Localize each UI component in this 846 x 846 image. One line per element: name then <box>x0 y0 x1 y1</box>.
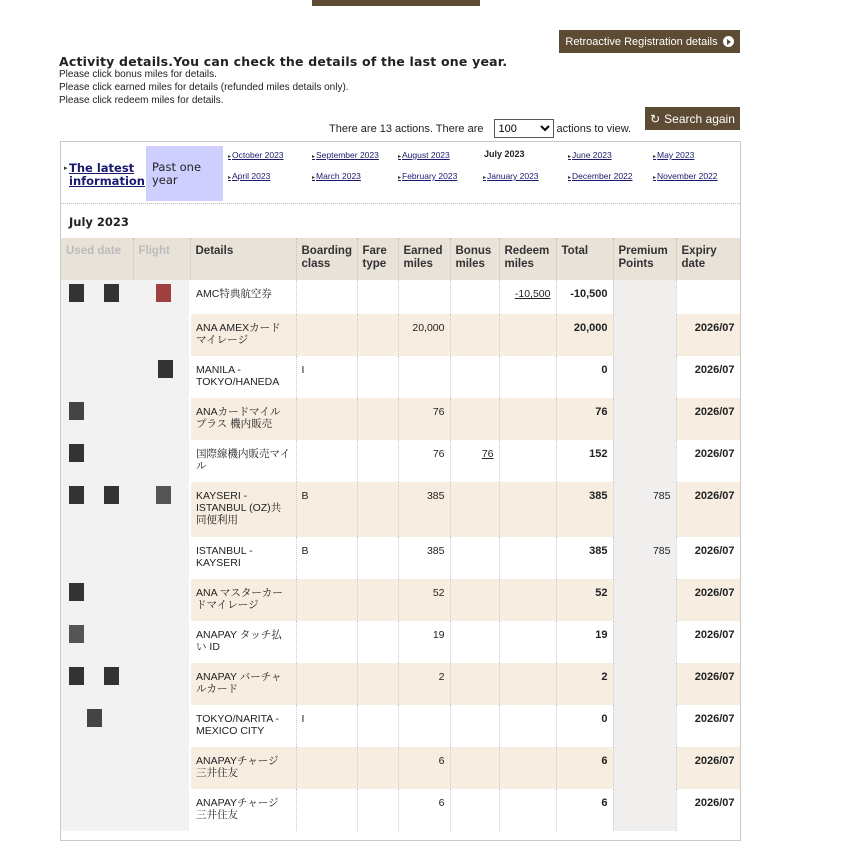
cell-total: 152 <box>556 440 613 482</box>
month-link-jan-2023[interactable]: ▸ January 2023 <box>483 171 539 181</box>
count-suffix: actions to view. <box>556 122 632 135</box>
cell-details: KAYSERI - ISTANBUL (OZ)共同便利用 <box>190 482 296 537</box>
cell-details: ANA AMEXカードマイレージ <box>190 314 296 356</box>
cell-redeem-miles <box>499 314 556 356</box>
cell-boarding-class <box>296 789 357 831</box>
cell-total: 52 <box>556 579 613 621</box>
header-boarding-class: Boarding class <box>296 238 357 280</box>
cell-bonus-miles <box>450 705 499 747</box>
earned-miles-value[interactable]: 20,000 <box>412 322 445 334</box>
cell-premium-points <box>613 440 676 482</box>
redacted-date-flight <box>61 789 190 831</box>
earned-miles-value[interactable]: 19 <box>432 629 445 641</box>
redaction-block <box>104 284 119 302</box>
cell-boarding-class <box>296 579 357 621</box>
redaction-block <box>69 583 84 601</box>
cell-redeem-miles <box>499 356 556 398</box>
cell-premium-points <box>613 398 676 440</box>
cell-premium-points <box>613 705 676 747</box>
view-count-select[interactable] <box>494 119 554 138</box>
redacted-date-flight <box>61 621 190 663</box>
cell-redeem-miles <box>499 537 556 579</box>
cell-premium-points <box>613 663 676 705</box>
cell-fare-type <box>357 663 398 705</box>
earned-miles-value[interactable]: 76 <box>432 448 445 460</box>
cell-bonus-miles <box>450 621 499 663</box>
cell-details: ANA マスターカードマイレージ <box>190 579 296 621</box>
table-row <box>61 621 740 663</box>
header-used-date: Used date <box>61 238 133 280</box>
cell-details: TOKYO/NARITA - MEXICO CITY <box>190 705 296 747</box>
redaction-block <box>87 709 102 727</box>
cell-total: 385 <box>556 482 613 537</box>
table-row <box>61 482 740 537</box>
cell-total: 6 <box>556 747 613 789</box>
cell-fare-type <box>357 579 398 621</box>
redacted-date-flight <box>61 705 190 747</box>
arrow-circle-icon <box>723 36 734 47</box>
cell-earned-miles <box>398 482 450 537</box>
cell-redeem-miles <box>499 621 556 663</box>
cell-expiry-date: 2026/07 <box>676 314 740 356</box>
cell-earned-miles <box>398 663 450 705</box>
header-premium-points: Premium Points <box>613 238 676 280</box>
cell-redeem-miles <box>499 280 556 314</box>
cell-premium-points <box>613 621 676 663</box>
table-row <box>61 789 740 831</box>
cell-premium-points <box>613 789 676 831</box>
redaction-block <box>69 402 84 420</box>
table-row <box>61 314 740 356</box>
cell-fare-type <box>357 482 398 537</box>
header-expiry-date: Expiry date <box>676 238 740 280</box>
cell-bonus-miles <box>450 314 499 356</box>
cell-total: 76 <box>556 398 613 440</box>
cell-bonus-miles <box>450 356 499 398</box>
cell-expiry-date: 2026/07 <box>676 537 740 579</box>
cell-boarding-class <box>296 280 357 314</box>
cell-redeem-miles <box>499 482 556 537</box>
cell-total: 0 <box>556 356 613 398</box>
cell-bonus-miles <box>450 440 499 482</box>
redaction-block <box>69 486 84 504</box>
redaction-block <box>156 284 171 302</box>
cell-expiry-date: 2026/07 <box>676 398 740 440</box>
month-navigation <box>61 142 740 204</box>
redaction-block <box>104 667 119 685</box>
redacted-date-flight <box>61 537 190 579</box>
header-earned-miles: Earned miles <box>398 238 450 280</box>
cell-bonus-miles <box>450 537 499 579</box>
cell-premium-points: 785 <box>613 537 676 579</box>
month-link-mar-2023[interactable]: ▸ March 2023 <box>312 171 361 181</box>
cell-details: ANAPAYチャージ 三井住友 <box>190 747 296 789</box>
action-count-bar <box>329 119 631 138</box>
cell-boarding-class: I <box>296 356 357 398</box>
cell-bonus-miles <box>450 747 499 789</box>
top-tab-bar <box>312 0 480 6</box>
cell-bonus-miles <box>450 579 499 621</box>
cell-fare-type <box>357 440 398 482</box>
table-row <box>61 705 740 747</box>
cell-earned-miles <box>398 789 450 831</box>
cell-boarding-class <box>296 440 357 482</box>
cell-expiry-date: 2026/07 <box>676 356 740 398</box>
redaction-block <box>156 486 171 504</box>
redacted-date-flight <box>61 747 190 789</box>
month-link-may-2023[interactable]: ▸ May 2023 <box>653 150 694 160</box>
table-row <box>61 537 740 579</box>
note-redeem: Please click redeem miles for details. <box>59 95 224 106</box>
past-one-year-tab[interactable]: Past one year <box>146 146 223 201</box>
earned-miles-value[interactable]: 2 <box>438 671 445 683</box>
cell-bonus-miles <box>450 789 499 831</box>
redacted-date-flight <box>61 482 190 537</box>
search-again-label: Search again <box>664 111 735 126</box>
redaction-block <box>69 284 84 302</box>
cell-expiry-date <box>676 280 740 314</box>
month-link-feb-2023[interactable]: ▸ February 2023 <box>398 171 457 181</box>
cell-details: AMC特典航空券 <box>190 280 296 314</box>
cell-earned-miles <box>398 280 450 314</box>
search-again-button[interactable] <box>645 107 740 130</box>
redacted-date-flight <box>61 280 190 314</box>
activity-table <box>61 238 741 831</box>
count-prefix: There are 13 actions. There are <box>329 122 484 135</box>
cell-boarding-class: B <box>296 482 357 537</box>
cell-boarding-class <box>296 398 357 440</box>
cell-earned-miles <box>398 398 450 440</box>
redeem-miles-link[interactable]: -10,500 <box>514 288 551 300</box>
cell-fare-type <box>357 621 398 663</box>
earned-miles-value[interactable]: 52 <box>432 587 445 599</box>
cell-expiry-date: 2026/07 <box>676 621 740 663</box>
table-row <box>61 663 740 705</box>
cell-total: 20,000 <box>556 314 613 356</box>
cell-earned-miles <box>398 621 450 663</box>
month-link-aug-2023[interactable]: ▸ August 2023 <box>398 150 450 160</box>
cell-bonus-miles <box>450 280 499 314</box>
cell-boarding-class <box>296 314 357 356</box>
note-bonus: Please click bonus miles for details. <box>59 69 217 80</box>
header-redeem-miles: Redeem miles <box>499 238 556 280</box>
cell-redeem-miles <box>499 705 556 747</box>
cell-total: 2 <box>556 663 613 705</box>
cell-details: MANILA - TOKYO/HANEDA <box>190 356 296 398</box>
cell-redeem-miles <box>499 789 556 831</box>
cell-premium-points <box>613 280 676 314</box>
table-row <box>61 356 740 398</box>
month-link-sep-2023[interactable]: ▸ September 2023 <box>312 150 379 160</box>
cell-premium-points <box>613 356 676 398</box>
header-bonus-miles: Bonus miles <box>450 238 499 280</box>
cell-fare-type <box>357 398 398 440</box>
month-link-apr-2023[interactable]: ▸ April 2023 <box>228 171 270 181</box>
redacted-date-flight <box>61 440 190 482</box>
cell-boarding-class <box>296 621 357 663</box>
earned-miles-value[interactable]: 76 <box>432 406 445 418</box>
cell-earned-miles <box>398 440 450 482</box>
cell-redeem-miles <box>499 398 556 440</box>
cell-expiry-date: 2026/07 <box>676 663 740 705</box>
cell-boarding-class: B <box>296 537 357 579</box>
cell-earned-miles <box>398 314 450 356</box>
month-link-nov-2022[interactable]: ▸ November 2022 <box>653 171 718 181</box>
cell-fare-type <box>357 356 398 398</box>
cell-earned-miles <box>398 579 450 621</box>
redaction-block <box>158 360 173 378</box>
earned-miles-value[interactable]: 6 <box>438 797 445 809</box>
activity-panel <box>60 141 741 841</box>
redaction-block <box>69 667 84 685</box>
table-row <box>61 747 740 789</box>
cell-expiry-date: 2026/07 <box>676 482 740 537</box>
cell-premium-points <box>613 747 676 789</box>
cell-total: 19 <box>556 621 613 663</box>
redacted-date-flight <box>61 579 190 621</box>
cell-premium-points <box>613 314 676 356</box>
cell-boarding-class <box>296 663 357 705</box>
cell-redeem-miles <box>499 747 556 789</box>
retro-button-label: Retroactive Registration details <box>565 35 718 48</box>
cell-fare-type <box>357 537 398 579</box>
cell-total: 6 <box>556 789 613 831</box>
cell-redeem-miles <box>499 440 556 482</box>
cell-premium-points <box>613 579 676 621</box>
retroactive-registration-button[interactable] <box>559 30 740 53</box>
cell-earned-miles <box>398 747 450 789</box>
bonus-miles-link[interactable]: 76 <box>481 448 494 460</box>
cell-expiry-date: 2026/07 <box>676 440 740 482</box>
cell-expiry-date: 2026/07 <box>676 579 740 621</box>
month-link-dec-2022[interactable]: ▸ December 2022 <box>568 171 633 181</box>
cell-bonus-miles <box>450 398 499 440</box>
note-earned: Please click earned miles for details (refunded miles details only). <box>59 82 349 93</box>
refresh-icon: ↻ <box>650 111 661 126</box>
cell-bonus-miles <box>450 482 499 537</box>
cell-bonus-miles <box>450 663 499 705</box>
month-current-jul-2023: July 2023 <box>484 149 525 159</box>
cell-boarding-class: I <box>296 705 357 747</box>
cell-fare-type <box>357 280 398 314</box>
table-row <box>61 280 740 314</box>
cell-fare-type <box>357 789 398 831</box>
redacted-date-flight <box>61 398 190 440</box>
cell-earned-miles <box>398 356 450 398</box>
cell-details: ANAPAY バーチャルカード <box>190 663 296 705</box>
redacted-date-flight <box>61 663 190 705</box>
cell-fare-type <box>357 314 398 356</box>
header-fare-type: Fare type <box>357 238 398 280</box>
earned-miles-value[interactable]: 385 <box>426 490 445 502</box>
cell-details: ANAPAY タッチ払い ID <box>190 621 296 663</box>
cell-earned-miles <box>398 705 450 747</box>
cell-fare-type <box>357 747 398 789</box>
header-details: Details <box>190 238 296 280</box>
header-flight: Flight <box>133 238 190 280</box>
cell-details: ANAPAYチャージ 三井住友 <box>190 789 296 831</box>
cell-earned-miles <box>398 537 450 579</box>
latest-information-link[interactable]: ▸ The latest information <box>69 162 141 188</box>
redaction-block <box>69 625 84 643</box>
cell-premium-points: 785 <box>613 482 676 537</box>
cell-total: 0 <box>556 705 613 747</box>
cell-details: 国際線機内販売マイル <box>190 440 296 482</box>
cell-details: ISTANBUL - KAYSERI <box>190 537 296 579</box>
page-title: Activity details.You can check the details of the last one year. <box>59 54 508 69</box>
redacted-date-flight <box>61 356 190 398</box>
cell-expiry-date: 2026/07 <box>676 789 740 831</box>
month-link-oct-2023[interactable]: ▸ October 2023 <box>228 150 284 160</box>
earned-miles-value[interactable]: 385 <box>426 545 445 557</box>
month-heading: July 2023 <box>69 215 129 229</box>
table-header-row <box>61 238 740 280</box>
cell-total: -10,500 <box>556 280 613 314</box>
table-row <box>61 440 740 482</box>
redaction-block <box>104 486 119 504</box>
cell-redeem-miles <box>499 663 556 705</box>
redacted-date-flight <box>61 314 190 356</box>
cell-details: ANAカードマイルプラス 機内販売 <box>190 398 296 440</box>
cell-total: 385 <box>556 537 613 579</box>
header-total: Total <box>556 238 613 280</box>
cell-expiry-date: 2026/07 <box>676 705 740 747</box>
month-link-jun-2023[interactable]: ▸ June 2023 <box>568 150 612 160</box>
cell-fare-type <box>357 705 398 747</box>
earned-miles-value[interactable]: 6 <box>438 755 445 767</box>
table-row <box>61 579 740 621</box>
table-row <box>61 398 740 440</box>
cell-expiry-date: 2026/07 <box>676 747 740 789</box>
cell-boarding-class <box>296 747 357 789</box>
redaction-block <box>69 444 84 462</box>
cell-redeem-miles <box>499 579 556 621</box>
